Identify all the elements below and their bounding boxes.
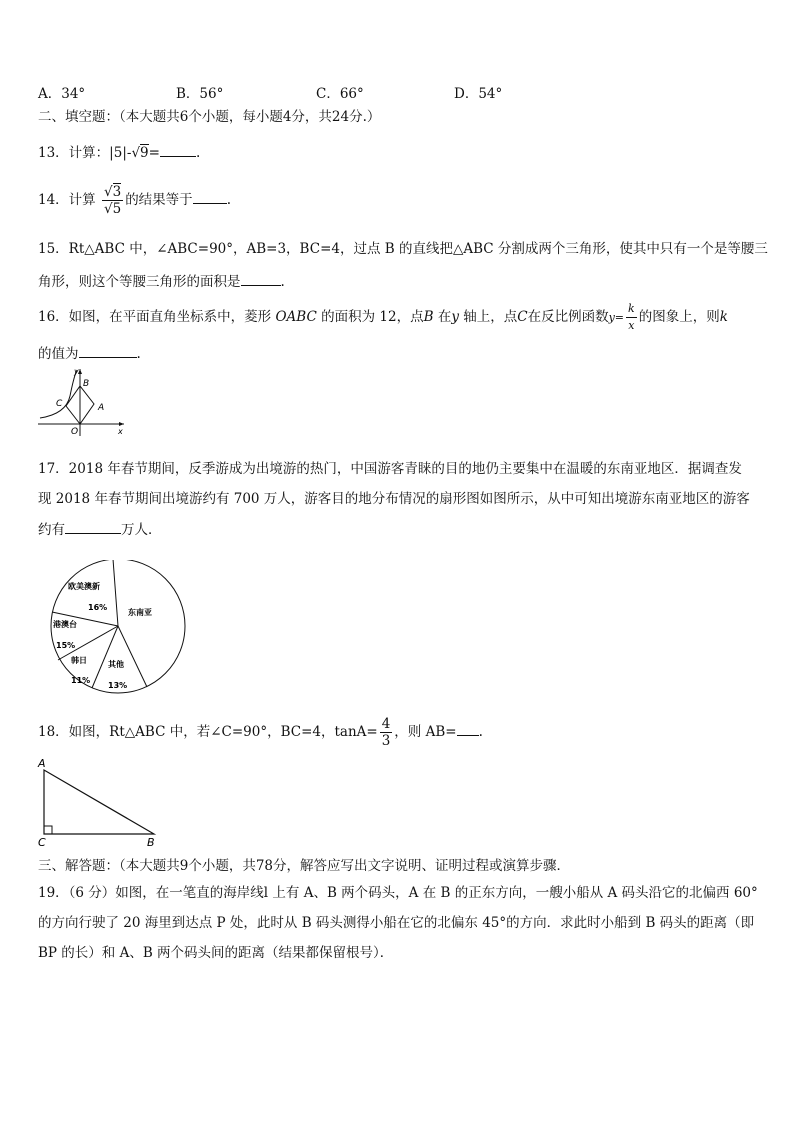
section-2-heading: 二、填空题：（本大题共6个小题，每小题4分，共24分.） (38, 109, 381, 125)
q18-fraction (380, 716, 393, 749)
q13-radicand: 9 (140, 145, 149, 161)
q18-prefix: 18．如图，Rt△ABC 中，若∠C=90°，BC=4，tanA= (38, 724, 378, 740)
question-19-line-1: 19．（6 分）如图，在一笔直的海岸线l 上有 A、B 两个码头，A 在 B 的正东方向，一艘小船从 A 码头沿它的北偏西 60° (38, 885, 758, 901)
q18-suffix: ，则 AB= (394, 724, 457, 740)
q16-fraction (626, 301, 637, 334)
option-a: A．34° (38, 86, 86, 102)
slice-label-hk-macao-tw: 港澳台 (53, 620, 77, 629)
q16-oabc: OABC (275, 309, 317, 325)
q13-prefix: 13．计算：|5|- (38, 145, 132, 161)
pie-divider-4 (92, 626, 118, 688)
q16-period: . (136, 346, 141, 362)
question-17-line-3 (38, 519, 162, 539)
question-16-line-2 (38, 343, 141, 363)
label-x: x (118, 427, 123, 436)
slice-label-korea-japan: 韩日 (71, 656, 87, 665)
q17-text-a: 约有 (38, 522, 65, 538)
hyperbola-curve (40, 370, 77, 418)
q18-period: . (478, 724, 483, 740)
answer-blank-13 (160, 142, 196, 157)
label-o: O (71, 427, 79, 437)
slice-pct-europe: 16% (88, 603, 108, 612)
question-19-line-2: 的方向行驶了 20 海里到达点 P 处，此时从 B 码头测得小船在它的北偏东 45°的方向．求此时小船到 B 码头的距离（即 (38, 915, 755, 931)
q15-text: 角形，则这个等腰三角形的面积是 (38, 274, 241, 290)
q13-period: . (195, 145, 201, 161)
question-16-line-1 (38, 300, 728, 335)
question-17-line-2: 现 2018 年春节期间出境游约有 700 万人，游客目的地分布情况的扇形图如图所示，从中可知出境游东南亚地区的游客 (38, 491, 750, 507)
sqrt-sign: √ (131, 145, 141, 161)
right-angle-mark (44, 826, 52, 834)
q16-func-k: k (626, 301, 637, 318)
q16-text-e: 在反比例函数 (527, 309, 609, 325)
answer-blank-17 (65, 519, 121, 534)
pie-divider-1 (113, 560, 118, 626)
q16-func-y: y= (608, 311, 625, 324)
question-15-line-2 (38, 271, 285, 291)
q14-denominator: 5 (112, 201, 122, 217)
slice-pct-hk-macao-tw: 15% (56, 641, 76, 650)
slice-pct-korea-japan: 11% (71, 676, 91, 685)
pie-chart (40, 560, 190, 696)
q16-text-a: 16．如图，在平面直角坐标系中，菱形 (38, 309, 272, 325)
q16-text-d: 轴上，点 (463, 309, 518, 325)
answer-blank-14 (193, 189, 227, 204)
q18-denominator: 3 (381, 733, 391, 749)
triangle-abc (44, 770, 154, 834)
q13-equals: = (148, 145, 160, 161)
q16-text-f: 的图象上，则 (638, 309, 720, 325)
q14-fraction: $\frac{√3}{√5}$ (103, 184, 122, 217)
label-b: B (83, 379, 90, 389)
q16-point-c: C (517, 309, 528, 325)
slice-label-southeast-asia: 东南亚 (128, 608, 152, 617)
pie-divider-5 (118, 626, 147, 687)
label-a: A (38, 757, 46, 770)
rhombus-figure (36, 366, 126, 438)
question-17-line-1: 17．2018 年春节期间，反季游成为出境游的热门，中国游客青睐的目的地仍主要集中在温暖的东南亚地区．据调查发 (38, 461, 742, 477)
label-b: B (147, 836, 155, 848)
q16-k: k (719, 309, 728, 325)
q16-y: y (451, 309, 459, 325)
section-3-heading: 三、解答题：（本大题共9个小题，共78分，解答应写出文字说明、证明过程或演算步骤． (38, 858, 571, 874)
option-b: B．56° (176, 86, 224, 102)
q14-prefix: 14．计算 (38, 192, 96, 208)
q17-text-b: 万人． (121, 522, 162, 538)
question-15-line-1: 15．Rt△ABC 中，∠ABC=90°，AB=3，BC=4，过点 B 的直线把△ABC 分割成两个三角形，使其中只有一个是等腰三 (38, 241, 768, 257)
label-c: C (56, 399, 63, 409)
q15-period: . (280, 274, 285, 290)
q18-numerator: 4 (381, 716, 391, 732)
slice-pct-other: 13% (108, 681, 128, 690)
label-y: y (74, 367, 79, 376)
label-c: C (38, 836, 46, 848)
q16-text-g: 的值为 (38, 346, 79, 362)
q16-point-b: B (423, 309, 434, 325)
q16-func-x: x (628, 319, 635, 332)
slice-label-other: 其他 (108, 660, 124, 669)
answer-blank-15 (241, 271, 281, 286)
option-d: D．54° (454, 86, 503, 102)
q14-suffix: 的结果等于 (125, 192, 193, 208)
option-c: C．66° (316, 86, 364, 102)
x-axis-arrow (119, 422, 124, 426)
question-13 (38, 142, 200, 162)
answer-blank-16 (79, 343, 137, 358)
label-a: A (98, 403, 105, 413)
question-19-line-3: BP 的长）和 A、B 两个码头间的距离（结果都保留根号）． (38, 945, 394, 961)
question-18 (38, 712, 483, 752)
question-14 (38, 180, 231, 220)
q16-text-c: 在 (437, 309, 452, 325)
q14-numerator: 3 (112, 184, 122, 200)
answer-blank-18 (457, 721, 479, 736)
right-triangle-figure (36, 756, 160, 848)
q14-period: . (226, 192, 231, 208)
q16-text-b: 的面积为 12，点 (321, 309, 424, 325)
slice-label-europe: 欧美澳新 (68, 582, 100, 591)
